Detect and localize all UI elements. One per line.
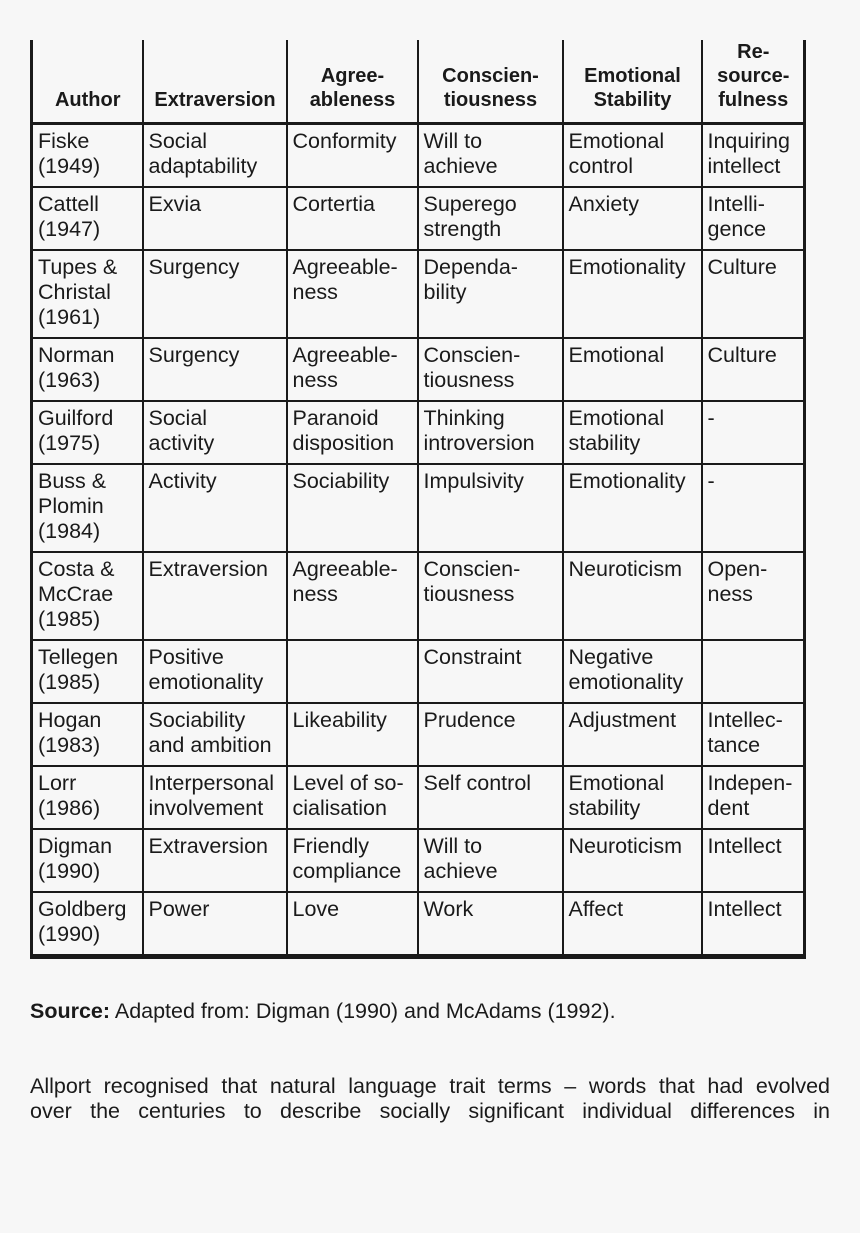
cell-text: Lorr (1986) [38,771,101,820]
cell-text: Positive emotionality [148,645,264,694]
cell-text: Conscien- tiousness [423,557,521,606]
extraversion-cell [143,766,287,829]
header-label: Author [54,89,121,111]
agreeableness-cell [287,338,418,401]
body-paragraph [30,1074,830,1124]
agreeableness-cell [287,124,418,188]
big-five-comparison-table [30,40,806,959]
resourcefulness-cell [702,187,805,250]
emotional-stability-cell [563,338,702,401]
conscientiousness-cell [418,829,563,892]
conscientiousness-cell [418,401,563,464]
cell-text: Conformity [292,129,397,153]
trait-table-container [30,40,803,959]
table-header [32,40,805,124]
emotional-stability-cell [563,250,702,338]
source-text: Adapted from: Digman (1990) and McAdams (1992). [110,999,616,1023]
extraversion-cell [143,338,287,401]
cell-text: Activity [148,469,217,493]
cell-text: Inquiring intellect [707,129,790,178]
agreeableness-cell [287,829,418,892]
agreeableness-cell [287,552,418,640]
resourcefulness-cell [702,766,805,829]
cell-text: Cattell (1947) [38,192,101,241]
table-row [32,766,805,829]
cell-text: Surgency [148,343,240,367]
cell-text: Emotional control [568,129,665,178]
cell-text: Guilford (1975) [38,406,114,455]
cell-text: Social adaptability [148,129,258,178]
header-emotional-stability [563,40,702,124]
header-label: Extraversion [154,89,276,111]
extraversion-cell [143,401,287,464]
table-row [32,124,805,188]
cell-text: - [707,406,715,430]
resourcefulness-cell [702,250,805,338]
cell-text: Negative emotionality [568,645,684,694]
cell-text: Culture [707,343,777,367]
author-cell [32,640,143,703]
cell-text: Costa & McCrae (1985) [38,557,115,631]
table-row [32,401,805,464]
author-cell [32,401,143,464]
cell-text: Digman (1990) [38,834,113,883]
cell-text: Fiske (1949) [38,129,101,178]
conscientiousness-cell [418,766,563,829]
extraversion-cell [143,250,287,338]
header-label: Re- source- fulness [717,41,790,111]
header-label: Agree- ableness [309,65,396,111]
cell-text: Thinking introversion [423,406,535,455]
table-row [32,829,805,892]
cell-text: Goldberg (1990) [38,897,127,946]
resourcefulness-cell [702,552,805,640]
table-source-note [30,998,616,1024]
cell-text: Intellec- tance [707,708,783,757]
emotional-stability-cell [563,829,702,892]
cell-text: Tupes & Christal (1961) [38,255,118,329]
header-row [32,40,805,124]
extraversion-cell [143,552,287,640]
conscientiousness-cell [418,464,563,552]
author-cell [32,250,143,338]
extraversion-cell [143,187,287,250]
cell-text: Neuroticism [568,834,682,858]
cell-text: Surgency [148,255,240,279]
table-row [32,464,805,552]
agreeableness-cell [287,766,418,829]
agreeableness-cell [287,250,418,338]
cell-text: Constraint [423,645,522,669]
cell-text: Power [148,897,210,921]
paragraph-line: over the centuries to describe socially significant individual differences in [30,1099,830,1123]
cell-text: Conscien- tiousness [423,343,521,392]
resourcefulness-cell [702,124,805,188]
header-extraversion [143,40,287,124]
conscientiousness-cell [418,640,563,703]
cell-text: Emotional stability [568,771,665,820]
cell-text: Self control [423,771,532,795]
cell-text: Agreeable- ness [292,255,398,304]
emotional-stability-cell [563,640,702,703]
table-row [32,187,805,250]
author-cell [32,892,143,957]
cell-text: Intellect [707,834,782,858]
cell-text: Norman (1963) [38,343,115,392]
cell-text: Work [423,897,474,921]
table-row [32,338,805,401]
conscientiousness-cell [418,892,563,957]
cell-text: - [707,469,715,493]
emotional-stability-cell [563,464,702,552]
cell-text: Paranoid disposition [292,406,395,455]
resourcefulness-cell [702,703,805,766]
conscientiousness-cell [418,338,563,401]
author-cell [32,766,143,829]
cell-text: Sociability and ambition [148,708,272,757]
author-cell [32,464,143,552]
cell-text: Intelli- gence [707,192,767,241]
cell-text: Will to achieve [423,129,498,178]
cell-text: Extraversion [148,557,268,581]
emotional-stability-cell [563,766,702,829]
table-row [32,892,805,957]
cell-text: Emotional stability [568,406,665,455]
header-author [32,40,143,124]
conscientiousness-cell [418,187,563,250]
extraversion-cell [143,124,287,188]
emotional-stability-cell [563,892,702,957]
cell-text: Friendly compliance [292,834,402,883]
cell-text: Open- ness [707,557,768,606]
author-cell [32,187,143,250]
paragraph-line: Allport recognised that natural language trait terms – words that had evolved [30,1074,830,1098]
cell-text: Superego strength [423,192,517,241]
table-body [32,124,805,957]
table-row [32,640,805,703]
extraversion-cell [143,892,287,957]
conscientiousness-cell [418,703,563,766]
cell-text: Adjustment [568,708,677,732]
author-cell [32,338,143,401]
header-conscientiousness [418,40,563,124]
cell-text: Interpersonal involvement [148,771,274,820]
extraversion-cell [143,703,287,766]
cell-text: Likeability [292,708,387,732]
table-row [32,703,805,766]
cell-text: Love [292,897,340,921]
agreeableness-cell [287,703,418,766]
cell-text: Exvia [148,192,202,216]
conscientiousness-cell [418,250,563,338]
cell-text: Anxiety [568,192,640,216]
agreeableness-cell [287,640,418,703]
resourcefulness-cell [702,338,805,401]
cell-text: Neuroticism [568,557,682,581]
cell-text: Culture [707,255,777,279]
cell-text: Intellect [707,897,782,921]
cell-text: Agreeable- ness [292,557,398,606]
resourcefulness-cell [702,640,805,703]
emotional-stability-cell [563,124,702,188]
cell-text: Affect [568,897,624,921]
cell-text: Emotionality [568,469,686,493]
cell-text: Sociability [292,469,390,493]
emotional-stability-cell [563,187,702,250]
resourcefulness-cell [702,464,805,552]
emotional-stability-cell [563,552,702,640]
agreeableness-cell [287,464,418,552]
cell-text: Hogan (1983) [38,708,102,757]
cell-text: Cortertia [292,192,375,216]
table-row [32,552,805,640]
cell-text: Extraversion [148,834,268,858]
agreeableness-cell [287,187,418,250]
resourcefulness-cell [702,401,805,464]
source-label: Source: [30,999,111,1023]
cell-text: Social activity [148,406,215,455]
emotional-stability-cell [563,703,702,766]
cell-text: Indepen- dent [707,771,793,820]
cell-text: Prudence [423,708,516,732]
conscientiousness-cell [418,552,563,640]
cell-text: Agreeable- ness [292,343,398,392]
agreeableness-cell [287,892,418,957]
cell-text: Emotionality [568,255,686,279]
extraversion-cell [143,829,287,892]
cell-text: Tellegen (1985) [38,645,119,694]
header-label: Emotional Stability [584,65,681,111]
author-cell [32,552,143,640]
cell-text: Level of so- cialisation [292,771,404,820]
extraversion-cell [143,640,287,703]
header-resourcefulness [702,40,805,124]
cell-text: Dependa- bility [423,255,518,304]
header-agreeableness [287,40,418,124]
agreeableness-cell [287,401,418,464]
emotional-stability-cell [563,401,702,464]
resourcefulness-cell [702,892,805,957]
extraversion-cell [143,464,287,552]
cell-text: Buss & Plomin (1984) [38,469,107,543]
cell-text: Emotional [568,343,665,367]
table-row [32,250,805,338]
cell-text: Impulsivity [423,469,524,493]
cell-text: Will to achieve [423,834,498,883]
resourcefulness-cell [702,829,805,892]
author-cell [32,124,143,188]
header-label: Conscien- tiousness [442,65,539,111]
author-cell [32,703,143,766]
author-cell [32,829,143,892]
conscientiousness-cell [418,124,563,188]
